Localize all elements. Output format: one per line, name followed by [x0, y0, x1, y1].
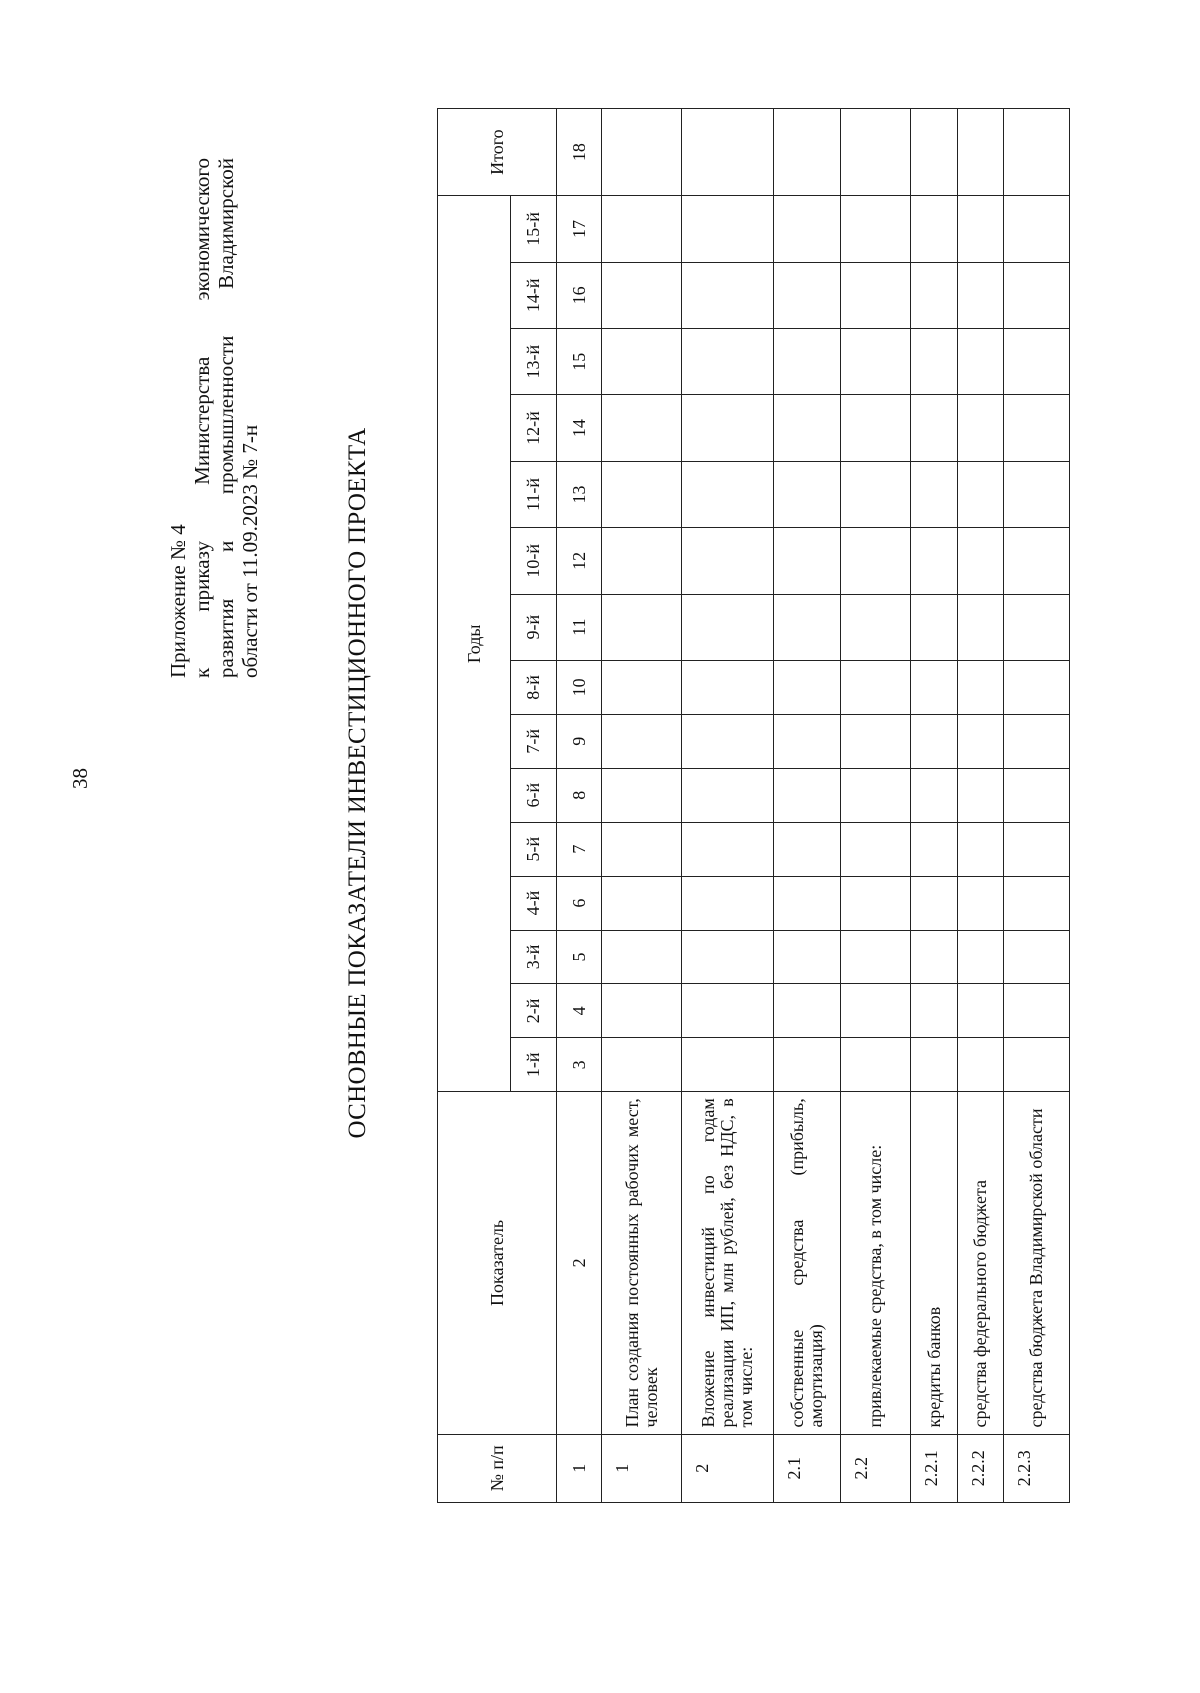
value-cell — [602, 329, 682, 395]
value-cell — [911, 262, 958, 328]
value-cell — [602, 714, 682, 768]
value-cell — [911, 395, 958, 461]
value-cell — [911, 461, 958, 527]
value-cell — [841, 714, 911, 768]
value-cell — [841, 528, 911, 594]
value-cell — [774, 930, 841, 984]
appendix-line-2 — [190, 158, 214, 678]
value-cell — [911, 768, 958, 822]
value-cell — [911, 984, 958, 1038]
col-header-indicator: Показатель — [438, 1092, 557, 1434]
value-cell — [958, 768, 1004, 822]
appendix-line-3 — [214, 158, 238, 678]
value-cell — [774, 660, 841, 714]
value-cell — [841, 395, 911, 461]
column-number: 12 — [557, 528, 602, 594]
value-cell — [774, 461, 841, 527]
value-cell — [774, 395, 841, 461]
value-cell — [602, 395, 682, 461]
year-header: 11-й — [511, 461, 557, 527]
value-cell — [911, 822, 958, 876]
appendix-word: приказу — [190, 541, 214, 612]
value-cell — [682, 109, 774, 196]
value-cell — [958, 1038, 1004, 1092]
value-cell — [958, 822, 1004, 876]
value-cell — [774, 876, 841, 930]
value-cell — [841, 109, 911, 196]
value-cell — [911, 930, 958, 984]
value-cell — [958, 876, 1004, 930]
row-indicator-label: План создания постоянных рабочих мест, человек — [602, 1092, 682, 1434]
value-cell — [682, 984, 774, 1038]
year-header: 14-й — [511, 262, 557, 328]
col-header-num: № п/п — [438, 1434, 557, 1502]
value-cell — [1004, 1038, 1070, 1092]
table-row — [774, 109, 841, 1503]
value-cell — [602, 528, 682, 594]
row-number: 2.2.1 — [911, 1434, 958, 1502]
year-header: 10-й — [511, 528, 557, 594]
value-cell — [841, 876, 911, 930]
row-number: 2 — [682, 1434, 774, 1502]
value-cell — [911, 714, 958, 768]
value-cell — [1004, 768, 1070, 822]
value-cell — [911, 594, 958, 660]
value-cell — [958, 196, 1004, 262]
value-cell — [774, 329, 841, 395]
value-cell — [682, 329, 774, 395]
value-cell — [774, 768, 841, 822]
value-cell — [1004, 109, 1070, 196]
value-cell — [1004, 984, 1070, 1038]
value-cell — [958, 262, 1004, 328]
appendix-word: Министерства — [190, 356, 214, 485]
value-cell — [1004, 822, 1070, 876]
year-header: 4-й — [511, 876, 557, 930]
value-cell — [841, 196, 911, 262]
table-row — [841, 109, 911, 1503]
value-cell — [602, 930, 682, 984]
value-cell — [911, 660, 958, 714]
value-cell — [958, 660, 1004, 714]
year-header: 5-й — [511, 822, 557, 876]
value-cell — [682, 528, 774, 594]
value-cell — [1004, 660, 1070, 714]
value-cell — [602, 768, 682, 822]
table-row — [958, 109, 1004, 1503]
row-number: 2.2.3 — [1004, 1434, 1070, 1502]
row-number: 2.2 — [841, 1434, 911, 1502]
year-header: 13-й — [511, 329, 557, 395]
value-cell — [682, 714, 774, 768]
value-cell — [602, 876, 682, 930]
value-cell — [958, 528, 1004, 594]
header-row-1 — [438, 109, 511, 1503]
column-number: 10 — [557, 660, 602, 714]
value-cell — [1004, 395, 1070, 461]
column-number: 14 — [557, 395, 602, 461]
value-cell — [602, 1038, 682, 1092]
value-cell — [774, 528, 841, 594]
table-row — [911, 109, 958, 1503]
value-cell — [682, 768, 774, 822]
row-indicator-label: средства бюджета Владимирской области — [1004, 1092, 1070, 1434]
row-number: 2.2.2 — [958, 1434, 1004, 1502]
row-indicator-label: привлекаемые средства, в том числе: — [841, 1092, 911, 1434]
value-cell — [774, 822, 841, 876]
year-header: 15-й — [511, 196, 557, 262]
row-number: 2.1 — [774, 1434, 841, 1502]
value-cell — [841, 930, 911, 984]
value-cell — [774, 109, 841, 196]
value-cell — [1004, 714, 1070, 768]
value-cell — [774, 594, 841, 660]
row-indicator-label: средства федерального бюджета — [958, 1092, 1004, 1434]
value-cell — [682, 196, 774, 262]
value-cell — [602, 822, 682, 876]
year-header: 3-й — [511, 930, 557, 984]
year-header: 2-й — [511, 984, 557, 1038]
value-cell — [958, 395, 1004, 461]
table-row — [682, 109, 774, 1503]
value-cell — [841, 594, 911, 660]
column-number: 7 — [557, 822, 602, 876]
column-number: 8 — [557, 768, 602, 822]
column-number: 16 — [557, 262, 602, 328]
column-number: 9 — [557, 714, 602, 768]
value-cell — [1004, 329, 1070, 395]
value-cell — [958, 984, 1004, 1038]
appendix-word: Владимирской — [214, 158, 238, 289]
value-cell — [682, 461, 774, 527]
value-cell — [841, 329, 911, 395]
value-cell — [1004, 930, 1070, 984]
value-cell — [682, 395, 774, 461]
value-cell — [1004, 196, 1070, 262]
column-number: 5 — [557, 930, 602, 984]
col-header-years: Годы — [438, 196, 511, 1092]
value-cell — [774, 262, 841, 328]
appendix-line-4: области от 11.09.2023 № 7-н — [238, 424, 262, 678]
value-cell — [602, 109, 682, 196]
column-number: 13 — [557, 461, 602, 527]
value-cell — [1004, 876, 1070, 930]
value-cell — [841, 660, 911, 714]
value-cell — [841, 262, 911, 328]
value-cell — [682, 876, 774, 930]
value-cell — [841, 984, 911, 1038]
value-cell — [841, 768, 911, 822]
value-cell — [1004, 528, 1070, 594]
value-cell — [682, 930, 774, 984]
page-number: 38 — [68, 768, 92, 789]
value-cell — [774, 1038, 841, 1092]
value-cell — [682, 1038, 774, 1092]
column-number: 4 — [557, 984, 602, 1038]
value-cell — [1004, 262, 1070, 328]
appendix-word: экономического — [190, 158, 214, 301]
value-cell — [602, 984, 682, 1038]
year-header: 8-й — [511, 660, 557, 714]
column-number: 11 — [557, 594, 602, 660]
column-number: 3 — [557, 1038, 602, 1092]
value-cell — [958, 930, 1004, 984]
value-cell — [682, 594, 774, 660]
document-title: ОСНОВНЫЕ ПОКАЗАТЕЛИ ИНВЕСТИЦИОННОГО ПРОЕКТА — [344, 427, 371, 1139]
value-cell — [958, 714, 1004, 768]
column-number: 15 — [557, 329, 602, 395]
value-cell — [958, 594, 1004, 660]
value-cell — [1004, 594, 1070, 660]
value-cell — [602, 461, 682, 527]
value-cell — [911, 329, 958, 395]
value-cell — [682, 262, 774, 328]
year-header: 6-й — [511, 768, 557, 822]
value-cell — [602, 660, 682, 714]
appendix-word: развития — [214, 598, 238, 678]
row-indicator-label: кредиты банков — [911, 1092, 958, 1434]
year-header: 7-й — [511, 714, 557, 768]
year-header: 1-й — [511, 1038, 557, 1092]
column-number: 6 — [557, 876, 602, 930]
value-cell — [911, 876, 958, 930]
value-cell — [602, 594, 682, 660]
appendix-word: к — [190, 667, 214, 678]
value-cell — [841, 1038, 911, 1092]
column-number: 18 — [557, 109, 602, 196]
value-cell — [911, 196, 958, 262]
column-number: 2 — [557, 1092, 602, 1434]
value-cell — [682, 822, 774, 876]
value-cell — [841, 461, 911, 527]
value-cell — [774, 196, 841, 262]
column-number: 17 — [557, 196, 602, 262]
year-header: 9-й — [511, 594, 557, 660]
value-cell — [911, 528, 958, 594]
value-cell — [774, 984, 841, 1038]
row-indicator-label: Вложение инвестиций по годам реализации ИП, млн рублей, без НДС, в том числе: — [682, 1092, 774, 1434]
value-cell — [682, 660, 774, 714]
col-header-total: Итого — [438, 109, 557, 196]
value-cell — [958, 329, 1004, 395]
value-cell — [602, 196, 682, 262]
appendix-word: и — [214, 540, 238, 552]
header-row-column-numbers — [557, 109, 602, 1503]
appendix-header — [166, 158, 262, 678]
value-cell — [602, 262, 682, 328]
value-cell — [958, 109, 1004, 196]
value-cell — [911, 1038, 958, 1092]
row-indicator-label: собственные средства (прибыль, амортизация) — [774, 1092, 841, 1434]
value-cell — [841, 822, 911, 876]
table-row — [602, 109, 682, 1503]
appendix-word: промышленности — [214, 335, 238, 495]
year-header: 12-й — [511, 395, 557, 461]
value-cell — [774, 714, 841, 768]
value-cell — [958, 461, 1004, 527]
value-cell — [911, 109, 958, 196]
column-number: 1 — [557, 1434, 602, 1502]
row-number: 1 — [602, 1434, 682, 1502]
value-cell — [1004, 461, 1070, 527]
appendix-line-1: Приложение № 4 — [166, 524, 190, 678]
table-row — [1004, 109, 1070, 1503]
indicators-table — [437, 108, 1070, 1503]
